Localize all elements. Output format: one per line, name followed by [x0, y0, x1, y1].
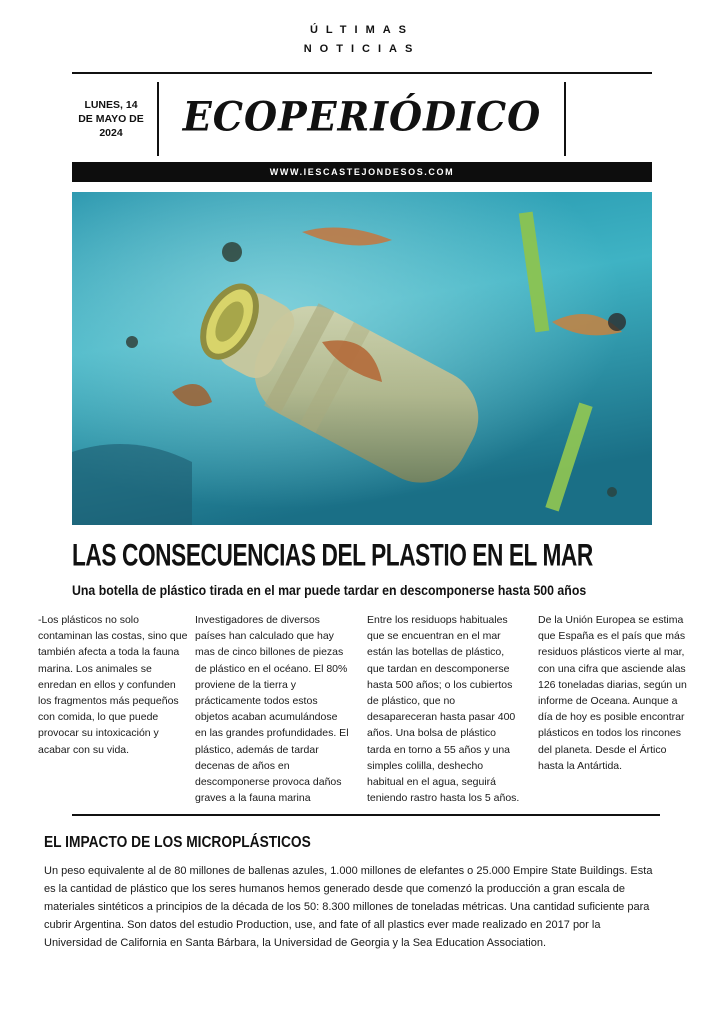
date-line-3: 2024: [99, 127, 123, 139]
article-headline: LAS CONSECUENCIAS DEL PLASTIO EN EL MAR: [72, 538, 593, 573]
section-divider: [72, 814, 660, 816]
newspaper-masthead: ECOPERIÓDICO: [182, 92, 542, 141]
kicker-line-2: NOTICIAS: [303, 43, 421, 55]
masthead-left-border: [157, 82, 159, 156]
article-column-1: -Los plásticos no solo contaminan las costas, sino que también afecta a toda la fauna marina. Los animales se enredan en ellos y confunden los fragmentos más pequeños con comida, lo que puede provocar su intoxicación y acabar con su vida.: [38, 614, 188, 756]
section-title: EL IMPACTO DE LOS MICROPLÁSTICOS: [44, 834, 311, 851]
article-column-3: Entre los residuops habituales que se encuentran en el mar están las botellas de plástico, que tardan en descomponerse hasta 500 años; o los cubiertos de plástico, que no desapareceran hasta pasar 400 años. Una bolsa de plástico tarda en torno a 55 años y una simples colilla, deshecho habitual en el agua, seguirá teniendo rastro hasta los 5 años.: [367, 614, 520, 805]
article-subheadline: Una botella de plástico tirada en el mar puede tardar en descomponerse hasta 500 años: [72, 582, 587, 598]
issue-date: [72, 98, 150, 140]
kicker-line-1: ÚLTIMAS: [309, 24, 415, 36]
date-line-1: LUNES, 14: [84, 99, 138, 111]
hero-photo-plastic-bottle-underwater: [72, 192, 652, 525]
section-body: Un peso equivalente al de 80 millones de ballenas azules, 1.000 millones de elefantes o 25.000 Empire State Buildings. Esta es la cantidad de plástico que los seres humanos hemos generado desde que comenzó la producción a gran escala de materiales sintéticos a principios de la década de los 50: 8.300 millones de toneladas métricas. Una cantidad suficiente para cubrir Argentina. Son datos del estudio Production, use, and fate of all plastics ever made realizado en 2017 por la Universidad de California en Santa Bárbara, la Universidad de Georgia y la Sea Education Association.: [44, 865, 653, 949]
article-column-2: Investigadores de diversos países han calculado que hay mas de cinco billones de piezas de plástico en el océano. El 80% proviene de la tierra y prácticamente todos estos objetos acaban acumulándose en las grandes profundidades. El plástico, además de tardar decenas de años en descomponerse provoca daños graves a la fauna marina: [195, 614, 349, 805]
article-column-4: De la Unión Europea se estima que España es el país que más residuos plásticos vierte al mar, con una cifra que asciende alas 126 toneladas diarias, según un informe de Oceana. Aunque a día de hoy es posible encontrar plásticos en todos los rincones del planeta. Desde el Ártico hasta la Antártida.: [538, 614, 687, 772]
top-divider: [72, 72, 652, 74]
masthead-right-border: [564, 82, 566, 156]
website-url-bar[interactable]: WWW.IESCASTEJONDESOS.COM: [72, 162, 652, 182]
date-line-2: DE MAYO DE: [78, 113, 144, 125]
